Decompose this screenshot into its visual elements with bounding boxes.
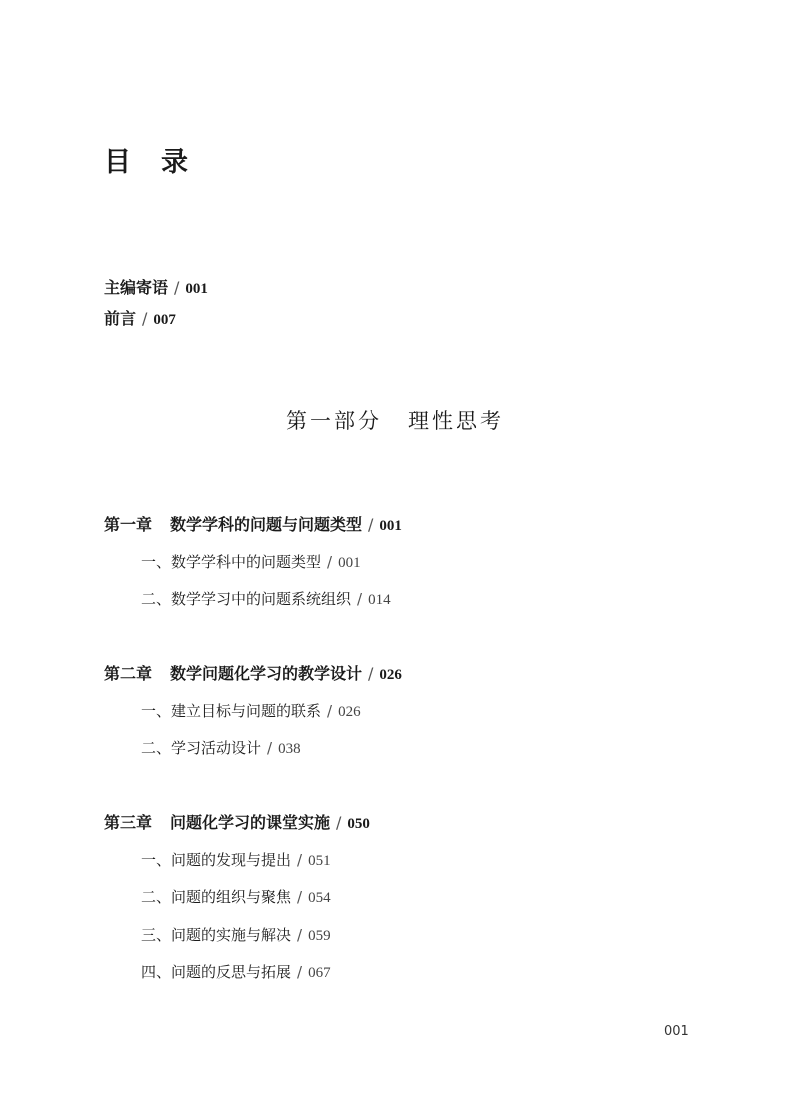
page-number: 026 xyxy=(338,704,361,720)
separator: / xyxy=(297,963,303,981)
separator: / xyxy=(297,888,303,906)
section-label: 二、问题的组织与聚焦 xyxy=(141,888,292,906)
chapter-number: 第二章 xyxy=(104,664,153,683)
section-entry[interactable] xyxy=(141,700,361,723)
chapter-title: 数学学科的问题与问题类型 xyxy=(170,515,363,534)
entry-label: 前言 xyxy=(104,309,137,328)
page-title: 目录 xyxy=(104,147,218,178)
separator: / xyxy=(297,926,303,944)
page-number: 014 xyxy=(368,592,391,608)
chapter-number: 第一章 xyxy=(104,515,153,534)
chapter-2-entry[interactable] xyxy=(104,663,402,686)
part-number: 第一部分 xyxy=(286,409,382,433)
part-title xyxy=(0,407,790,435)
page-number: 001 xyxy=(338,555,361,571)
toc-entry-foreword[interactable] xyxy=(104,277,208,300)
section-label: 四、问题的反思与拓展 xyxy=(141,963,292,981)
section-label: 二、数学学习中的问题系统组织 xyxy=(141,590,352,608)
separator: / xyxy=(336,813,342,832)
separator: / xyxy=(297,851,303,869)
section-entry[interactable] xyxy=(141,849,331,872)
separator: / xyxy=(357,590,363,608)
section-entry[interactable] xyxy=(141,886,331,909)
chapter-title: 数学问题化学习的教学设计 xyxy=(170,664,363,683)
page-number: 051 xyxy=(308,853,331,869)
separator: / xyxy=(327,553,333,571)
section-label: 二、学习活动设计 xyxy=(141,739,262,757)
section-entry[interactable] xyxy=(141,737,301,760)
section-entry[interactable] xyxy=(141,961,331,984)
page-number: 001 xyxy=(379,518,402,534)
page-number: 067 xyxy=(308,965,331,981)
section-label: 一、数学学科中的问题类型 xyxy=(141,553,322,571)
part-name: 理性思考 xyxy=(408,409,504,433)
section-label: 一、建立目标与问题的联系 xyxy=(141,702,322,720)
toc-entry-preface[interactable] xyxy=(104,308,176,331)
separator: / xyxy=(368,515,374,534)
separator: / xyxy=(142,309,148,328)
section-label: 三、问题的实施与解决 xyxy=(141,926,292,944)
section-entry[interactable] xyxy=(141,588,391,611)
page-number: 026 xyxy=(379,667,402,683)
page-number: 054 xyxy=(308,890,331,906)
separator: / xyxy=(174,278,180,297)
section-entry[interactable] xyxy=(141,551,361,574)
page-number: 001 xyxy=(185,281,208,297)
chapter-title: 问题化学习的课堂实施 xyxy=(170,813,331,832)
chapter-3-entry[interactable] xyxy=(104,812,370,835)
page-number: 007 xyxy=(153,312,176,328)
separator: / xyxy=(368,664,374,683)
page-number: 059 xyxy=(308,928,331,944)
section-entry[interactable] xyxy=(141,924,331,947)
chapter-number: 第三章 xyxy=(104,813,153,832)
page-number: 038 xyxy=(278,741,301,757)
section-label: 一、问题的发现与提出 xyxy=(141,851,292,869)
separator: / xyxy=(327,702,333,720)
separator: / xyxy=(267,739,273,757)
page-number: 050 xyxy=(347,816,370,832)
entry-label: 主编寄语 xyxy=(104,278,169,297)
chapter-1-entry[interactable] xyxy=(104,514,402,537)
page-folio: 001 xyxy=(664,1024,689,1039)
